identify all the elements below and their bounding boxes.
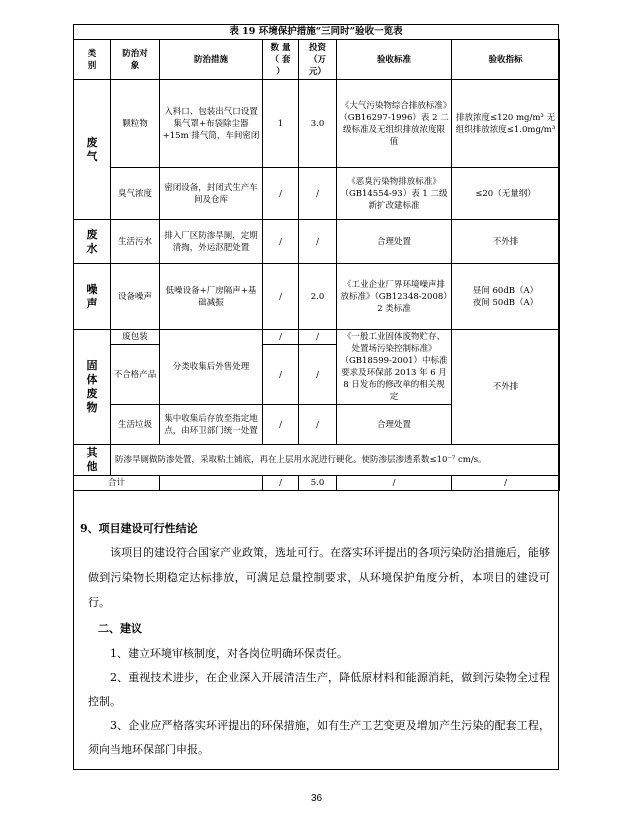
header-target: 防治对 象 <box>111 40 160 80</box>
cell-measure: 入料口、包装出气口设置集气罩+布袋除尘器+15m 排气筒，车间密闭 <box>160 80 263 168</box>
cell-target: 设备噪声 <box>111 264 160 330</box>
section2-title: 二、建议 <box>98 622 142 635</box>
cell-measure: 排入厂区防渗旱厕，定期清掏，外运沤肥处置 <box>160 220 263 264</box>
section9-text: 该项目的建设符合国家产业政策，选址可行。在落实环评提出的各项污染防治措施后，能够做到污染物长期稳定达标排放，可满足总量控制要求，从环境保护角度分析，本项目的建设可行。 <box>88 546 550 609</box>
cell-standard: 合理处置 <box>337 405 452 445</box>
cell-quantity: / <box>263 345 299 405</box>
cell-index: 排放浓度≤120 mg/m³ 无组织排放浓度≤1.0mg/m³ <box>452 80 560 168</box>
cell-quantity: / <box>263 168 299 220</box>
cell-target: 废包装 <box>111 330 160 345</box>
cell-quantity: / <box>263 264 299 330</box>
cell-target: 不合格产品 <box>111 345 160 405</box>
cell-investment: 2.0 <box>299 264 337 330</box>
table-row <box>74 445 560 476</box>
cell-investment: 3.0 <box>299 80 337 168</box>
cell-target: 生活垃圾 <box>111 405 160 445</box>
cell-investment: / <box>299 345 337 405</box>
header-measure: 防治措施 <box>160 40 263 80</box>
cell-standard: 合理处置 <box>337 220 452 264</box>
cell-target: 生活污水 <box>111 220 160 264</box>
total-quantity: / <box>263 476 299 491</box>
cell-other-text: 防渗旱厕做防渗处置，采取粘土铺底，再在上层用水泥进行硬化。使防渗层渗透系数≤10⁻⁷ cm/s。 <box>111 445 560 476</box>
cell-measure: 密闭设备，封闭式生产车间及仓库 <box>160 168 263 220</box>
total-row <box>74 476 560 491</box>
suggestion-item: 3、企业应严格落实环评提出的环保措施，如有生产工艺变更及增加产生污染的配套工程，须向当地环保部门申报。 <box>88 719 550 756</box>
total-investment: 5.0 <box>299 476 337 491</box>
cell-investment: / <box>299 168 337 220</box>
header-quantity: 数 量 （ 套 ） <box>263 40 299 80</box>
cell-target: 臭气浓度 <box>111 168 160 220</box>
category-gas: 废 气 <box>74 80 111 220</box>
header-row <box>74 40 560 80</box>
section9-title: 9、项目建设可行性结论 <box>80 522 198 535</box>
cell-investment: / <box>299 220 337 264</box>
total-index: / <box>452 476 560 491</box>
cell-standard: 《工业企业厂界环境噪声排放标准》（GB12348-2008）2 类标准 <box>337 264 452 330</box>
cell-quantity: / <box>263 330 299 345</box>
cell-quantity: 1 <box>263 80 299 168</box>
cell-standard: 《一般工业固体废物贮存、处置场污染控制标准》（GB18599-2001）中标准要求及环保部 2013 年 6 月 8 日发布的修改单的相关规定 <box>337 330 452 405</box>
suggestion-item: 1、建立环境审核制度，对各岗位明确环保责任。 <box>110 647 348 660</box>
table-row <box>74 330 560 345</box>
category-other: 其 他 <box>74 445 111 476</box>
category-water: 废 水 <box>74 220 111 264</box>
cell-measure <box>160 476 263 491</box>
cell-index: 昼间 60dB（A） 夜间 50dB（A） <box>452 264 560 330</box>
total-label: 合计 <box>74 476 160 491</box>
category-solid: 固 体 废 物 <box>74 330 111 445</box>
cell-investment: / <box>299 330 337 345</box>
cell-standard: 《恶臭污染物排放标准》（GB14554-93）表 1 二级新扩改建标准 <box>337 168 452 220</box>
table-row <box>74 80 560 168</box>
cell-target: 颗粒物 <box>111 80 160 168</box>
page-number: 36 <box>310 793 323 804</box>
cell-standard: 《大气污染物综合排放标准》（GB16297-1996）表 2 二级标准及无组织排放浓度限值 <box>337 80 452 168</box>
cell-index: ≤20（无量纲） <box>452 168 560 220</box>
table-row <box>74 220 560 264</box>
cell-index: 不外排 <box>452 220 560 264</box>
table-row <box>74 264 560 330</box>
cell-quantity: / <box>263 405 299 445</box>
cell-investment: / <box>299 405 337 445</box>
cell-measure: 分类收集后外售处理 <box>160 330 263 405</box>
category-noise: 噪 声 <box>74 264 111 330</box>
total-standard: / <box>337 476 452 491</box>
cell-index: 不外排 <box>452 330 560 445</box>
table-caption: 表 19 环境保护措施“三同时”验收一览表 <box>229 26 403 37</box>
acceptance-table <box>73 39 560 491</box>
cell-quantity: / <box>263 220 299 264</box>
header-standard: 验收标准 <box>337 40 452 80</box>
suggestion-item: 2、重视技术进步，在企业深入开展清洁生产，降低原材料和能源消耗，做到污染物全过程控制。 <box>88 671 550 708</box>
cell-measure: 集中收集后存放至指定地点，由环卫部门统一处置 <box>160 405 263 445</box>
header-category: 类 别 <box>74 40 111 80</box>
header-index: 验收指标 <box>452 40 560 80</box>
header-investment: 投资 （万 元） <box>299 40 337 80</box>
cell-measure: 低噪设备+厂房隔声+基础减振 <box>160 264 263 330</box>
table-row <box>74 168 560 220</box>
